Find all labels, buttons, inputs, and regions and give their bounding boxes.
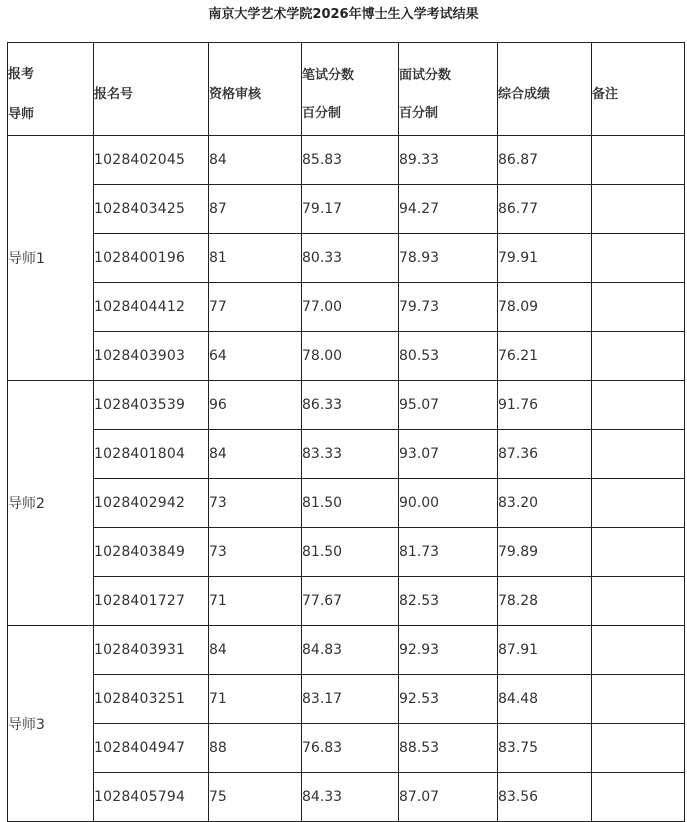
table-row (8, 430, 685, 479)
written-score-cell: 83.33 (302, 430, 399, 479)
interview-score-cell: 89.33 (399, 136, 498, 185)
qualification-cell: 75 (209, 773, 302, 822)
written-score-cell: 84.33 (302, 773, 399, 822)
remarks-cell (592, 381, 685, 430)
total-score-cell: 79.91 (498, 234, 592, 283)
total-score-cell: 79.89 (498, 528, 592, 577)
remarks-cell (592, 675, 685, 724)
written-score-cell: 79.17 (302, 185, 399, 234)
header-total-score: 综合成绩 (498, 43, 592, 136)
table-row (8, 332, 685, 381)
header-reg-no: 报名号 (94, 43, 209, 136)
reg-no-cell: 1028405794 (94, 773, 209, 822)
qualification-cell: 64 (209, 332, 302, 381)
table-row (8, 626, 685, 675)
interview-score-cell: 82.53 (399, 577, 498, 626)
interview-score-cell: 90.00 (399, 479, 498, 528)
reg-no-cell: 1028403251 (94, 675, 209, 724)
total-score-cell: 91.76 (498, 381, 592, 430)
qualification-cell: 88 (209, 724, 302, 773)
reg-no-cell: 1028400196 (94, 234, 209, 283)
total-score-cell: 78.28 (498, 577, 592, 626)
table-row (8, 381, 685, 430)
mentor-cell: 导师2 (8, 381, 94, 626)
header-interview-score (399, 43, 498, 136)
total-score-cell: 76.21 (498, 332, 592, 381)
interview-score-cell: 88.53 (399, 724, 498, 773)
header-qualification: 资格审核 (209, 43, 302, 136)
remarks-cell (592, 430, 685, 479)
table-row (8, 724, 685, 773)
total-score-cell: 83.20 (498, 479, 592, 528)
total-score-cell: 86.77 (498, 185, 592, 234)
interview-score-cell: 78.93 (399, 234, 498, 283)
written-score-cell: 78.00 (302, 332, 399, 381)
table-row (8, 675, 685, 724)
total-score-cell: 78.09 (498, 283, 592, 332)
remarks-cell (592, 234, 685, 283)
interview-score-cell: 93.07 (399, 430, 498, 479)
table-row (8, 234, 685, 283)
header-mentor-line1: 报考 (8, 67, 35, 82)
remarks-cell (592, 724, 685, 773)
reg-no-cell: 1028403931 (94, 626, 209, 675)
reg-no-cell: 1028403539 (94, 381, 209, 430)
written-score-cell: 83.17 (302, 675, 399, 724)
remarks-cell (592, 283, 685, 332)
table-row (8, 577, 685, 626)
table-row (8, 185, 685, 234)
reg-no-cell: 1028402045 (94, 136, 209, 185)
qualification-cell: 84 (209, 430, 302, 479)
qualification-cell: 84 (209, 136, 302, 185)
qualification-cell: 77 (209, 283, 302, 332)
reg-no-cell: 1028403849 (94, 528, 209, 577)
written-score-cell: 85.83 (302, 136, 399, 185)
qualification-cell: 84 (209, 626, 302, 675)
header-row (8, 43, 685, 136)
written-score-cell: 80.33 (302, 234, 399, 283)
written-score-cell: 76.83 (302, 724, 399, 773)
remarks-cell (592, 773, 685, 822)
remarks-cell (592, 136, 685, 185)
reg-no-cell: 1028401804 (94, 430, 209, 479)
remarks-cell (592, 528, 685, 577)
remarks-cell (592, 479, 685, 528)
mentor-cell: 导师3 (8, 626, 94, 822)
qualification-cell: 71 (209, 675, 302, 724)
qualification-cell: 73 (209, 528, 302, 577)
remarks-cell (592, 577, 685, 626)
table-row (8, 773, 685, 822)
reg-no-cell: 1028404412 (94, 283, 209, 332)
written-score-cell: 84.83 (302, 626, 399, 675)
qualification-cell: 81 (209, 234, 302, 283)
interview-score-cell: 95.07 (399, 381, 498, 430)
table-row (8, 283, 685, 332)
header-mentor-line2: 导师 (8, 107, 35, 122)
interview-score-cell: 94.27 (399, 185, 498, 234)
table-row (8, 479, 685, 528)
total-score-cell: 83.75 (498, 724, 592, 773)
table-row (8, 136, 685, 185)
remarks-cell (592, 185, 685, 234)
reg-no-cell: 1028402942 (94, 479, 209, 528)
table-row (8, 528, 685, 577)
interview-score-cell: 92.53 (399, 675, 498, 724)
written-score-cell: 77.67 (302, 577, 399, 626)
written-score-cell: 81.50 (302, 479, 399, 528)
mentor-cell: 导师1 (8, 136, 94, 381)
total-score-cell: 86.87 (498, 136, 592, 185)
qualification-cell: 96 (209, 381, 302, 430)
qualification-cell: 73 (209, 479, 302, 528)
header-interview-line1: 面试分数 (399, 68, 452, 83)
remarks-cell (592, 332, 685, 381)
interview-score-cell: 79.73 (399, 283, 498, 332)
interview-score-cell: 80.53 (399, 332, 498, 381)
reg-no-cell: 1028403903 (94, 332, 209, 381)
written-score-cell: 77.00 (302, 283, 399, 332)
total-score-cell: 87.36 (498, 430, 592, 479)
qualification-cell: 71 (209, 577, 302, 626)
header-written-line2: 百分制 (302, 106, 342, 121)
header-remarks: 备注 (592, 43, 685, 136)
results-table (7, 42, 685, 822)
remarks-cell (592, 626, 685, 675)
header-written-line1: 笔试分数 (302, 68, 355, 83)
written-score-cell: 81.50 (302, 528, 399, 577)
total-score-cell: 84.48 (498, 675, 592, 724)
page-title: 南京大学艺术学院2026年博士生入学考试结果 (208, 7, 479, 22)
header-mentor (8, 43, 94, 136)
qualification-cell: 87 (209, 185, 302, 234)
header-written-score (302, 43, 399, 136)
reg-no-cell: 1028403425 (94, 185, 209, 234)
reg-no-cell: 1028404947 (94, 724, 209, 773)
reg-no-cell: 1028401727 (94, 577, 209, 626)
interview-score-cell: 81.73 (399, 528, 498, 577)
header-interview-line2: 百分制 (399, 106, 439, 121)
total-score-cell: 83.56 (498, 773, 592, 822)
written-score-cell: 86.33 (302, 381, 399, 430)
interview-score-cell: 92.93 (399, 626, 498, 675)
total-score-cell: 87.91 (498, 626, 592, 675)
interview-score-cell: 87.07 (399, 773, 498, 822)
